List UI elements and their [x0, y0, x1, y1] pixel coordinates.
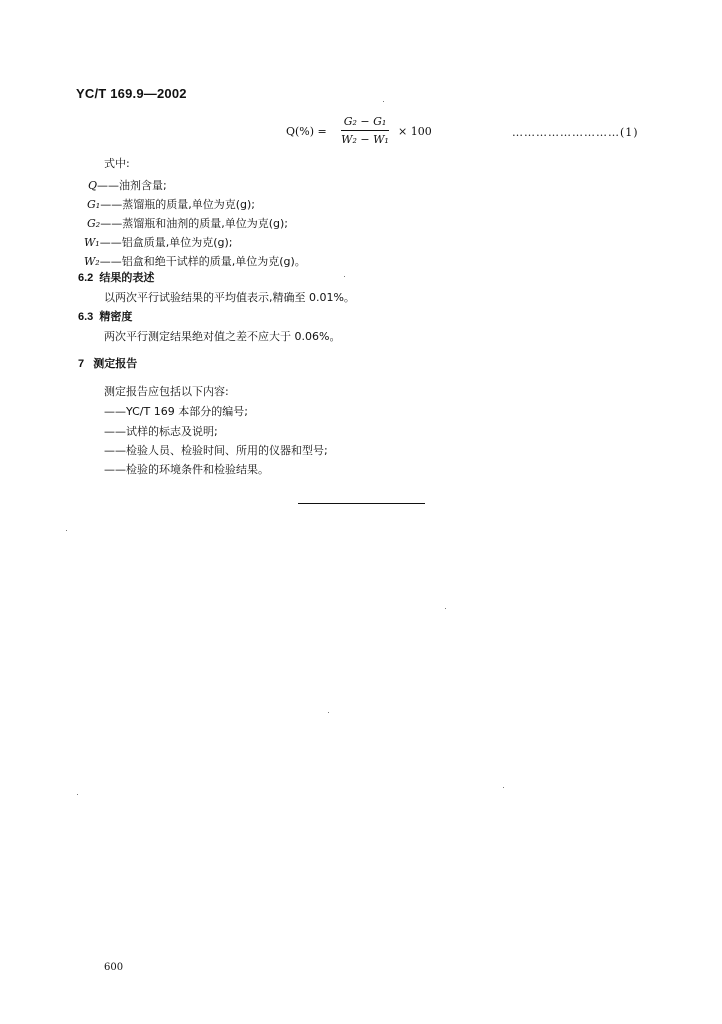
desc-w2: ——铝盒和绝干试样的质量,单位为克(g)。: [99, 255, 306, 268]
section-6-2-number: 6.2: [78, 272, 94, 284]
symbol-q: Q: [88, 179, 98, 192]
section-6-3-heading: [78, 308, 132, 324]
section-6-3-title: 精密度: [99, 311, 133, 323]
scan-speck: [66, 530, 67, 531]
formula-numerator: G₂ − G₁: [343, 115, 387, 128]
report-item-3: ——检验人员、检验时间、所用的仪器和型号;: [104, 444, 328, 457]
report-item-1: ——YC/T 169 本部分的编号;: [104, 405, 248, 418]
scan-speck: [445, 608, 446, 609]
fraction-bar: [341, 130, 389, 131]
section-6-2-heading: [78, 269, 154, 285]
section-7-title: 测定报告: [93, 358, 138, 370]
scan-speck: [328, 712, 329, 713]
section-6-2-body: 以两次平行试验结果的平均值表示,精确至 0.01%。: [104, 291, 355, 304]
section-7-intro: 测定报告应包括以下内容:: [104, 385, 229, 398]
where-item-q: [88, 174, 167, 193]
desc-w1: ——铝盒质量,单位为克(g);: [99, 236, 233, 249]
scan-speck: [503, 787, 504, 788]
formula-denominator: W₂ − W₁: [341, 133, 389, 146]
page-number: 600: [104, 962, 124, 973]
desc-q: ——油剂含量;: [97, 179, 167, 192]
desc-g2: ——蒸馏瓶和油剂的质量,单位为克(g);: [100, 217, 288, 230]
section-6-2-title: 结果的表述: [99, 272, 155, 284]
formula-multiplier: × 100: [398, 125, 432, 138]
scan-speck: [77, 794, 78, 795]
scan-speck: [383, 101, 384, 102]
section-6-3-body: 两次平行测定结果绝对值之差不应大于 0.06%。: [104, 330, 341, 343]
section-7-number: 7: [78, 358, 85, 370]
where-item-g1: [87, 193, 255, 212]
where-item-w2: [84, 250, 306, 269]
formula-fraction: [341, 114, 389, 147]
section-6-3-number: 6.3: [78, 311, 94, 323]
formula-lhs: Q(%) =: [286, 125, 327, 138]
where-intro: 式中:: [104, 157, 130, 170]
standard-number-header: YC/T 169.9—2002: [76, 86, 187, 101]
where-item-w1: [84, 231, 233, 250]
symbol-g2: G₂: [87, 217, 101, 230]
symbol-g1: G₁: [87, 198, 101, 211]
report-item-4: ——检验的环境条件和检验结果。: [104, 463, 269, 476]
desc-g1: ——蒸馏瓶的质量,单位为克(g);: [100, 198, 255, 211]
symbol-w1: W₁: [84, 236, 100, 249]
scan-speck: [344, 276, 345, 277]
symbol-w2: W₂: [84, 255, 100, 268]
report-item-2: ——试样的标志及说明;: [104, 425, 218, 438]
equation-number: ………………………(1): [512, 126, 639, 139]
section-7-heading: [78, 355, 137, 371]
where-item-g2: [87, 212, 288, 231]
end-rule: [298, 503, 425, 504]
